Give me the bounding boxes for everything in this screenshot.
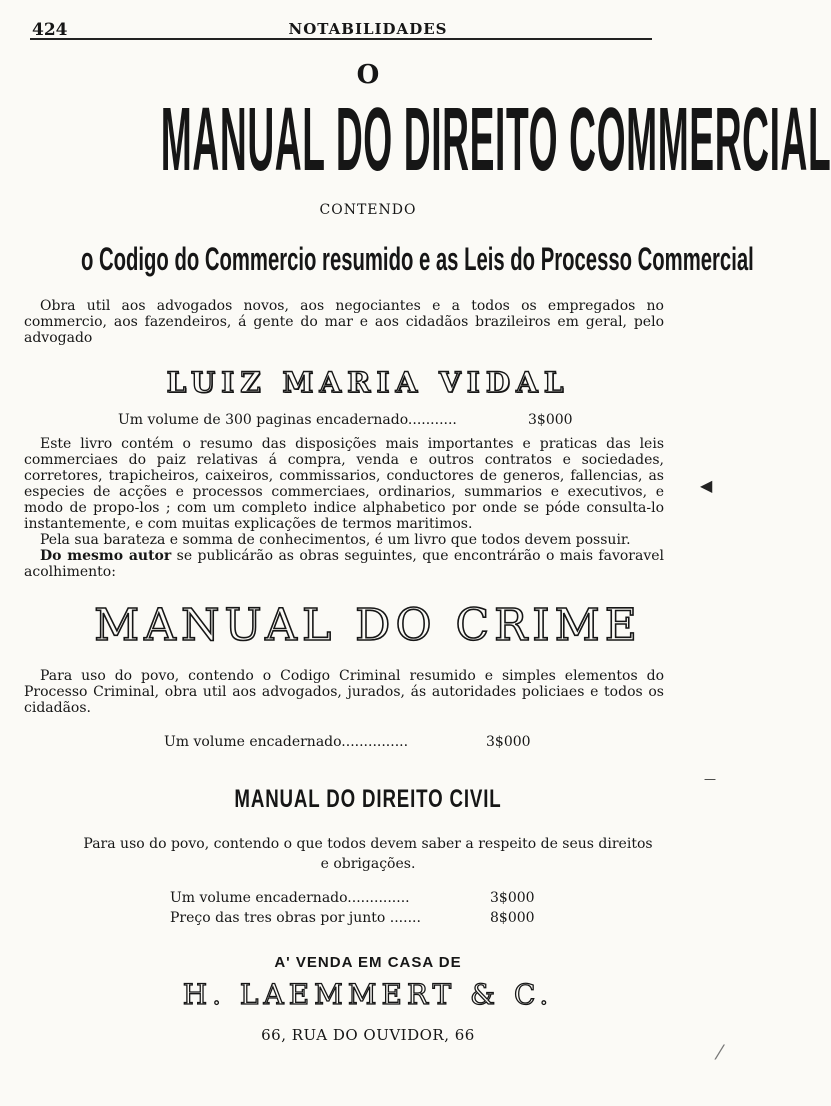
bundle-price-label: Preço das tres obras por junto ....... <box>170 910 421 926</box>
bundle-price: 8$000 <box>490 910 535 926</box>
sale-note: A' VENDA EM CASA DE <box>274 954 462 971</box>
commercial-description-text: Obra util aos advogados novos, aos negociantes e a todos os empregados no commercio, aos fazendeiros, á gente do mar e aos cidadãos brazileiros em geral, pelo advogado <box>24 298 664 346</box>
main-title: MANUAL DO DIREITO COMMERCIAL <box>160 90 831 191</box>
subtitle: o Codigo do Commercio resumido e as Leis do Processo Commercial <box>80 240 754 278</box>
civil-description-line2: e obrigações. <box>320 856 416 872</box>
commercial-description <box>24 298 664 346</box>
title-article: O <box>356 60 380 90</box>
crime-volume-label: Um volume encadernado............... <box>164 734 409 750</box>
commercial-body-text: Este livro contém o resumo das disposições mais importantes e praticas das leis commerciaes do paiz relativas á compra, venda e outros contratos e sociedades, corretores, trapicheiros, caixeiros, commissarios, conductores de generos, fallencias, as especies de acções e processos commerciaes, ordinarios, summarios e executivos, e modo de propo-los ; com um completo indice alphabetico por onde se póde consulta-lo instantemente, e com muitas explicações de termos maritimos. <box>24 436 664 532</box>
author-name: LUIZ MARIA VIDAL <box>166 366 570 399</box>
margin-dash-icon: — <box>704 772 716 786</box>
same-author-rest: se publicárão as obras seguintes, que encontrárão o mais favoravel acolhimento: <box>24 548 665 580</box>
margin-smudge-icon: ⁄ <box>718 1040 722 1064</box>
page-number: 424 <box>32 20 68 40</box>
publisher-address: 66, RUA DO OUVIDOR, 66 <box>261 1026 475 1044</box>
commercial-volume-label: Um volume de 300 paginas encadernado........... <box>118 412 457 428</box>
commercial-volume-price: 3$000 <box>528 412 573 428</box>
crime-title: MANUAL DO CRIME <box>94 600 642 651</box>
civil-volume-label: Um volume encadernado.............. <box>170 890 410 906</box>
crime-description-text: Para uso do povo, contendo o Codigo Criminal resumido e simples elementos do Processo Criminal, obra util aos advogados, jurados, ás autoridades policiaes e todos os cidadãos. <box>24 668 664 716</box>
commercial-body <box>24 436 664 580</box>
contendo-label: CONTENDO <box>319 202 417 218</box>
civil-title: MANUAL DO DIREITO CIVIL <box>234 784 502 813</box>
margin-mark-icon: ◀ <box>700 476 713 495</box>
publisher-name: H. LAEMMERT & C. <box>182 978 554 1011</box>
crime-volume-price: 3$000 <box>486 734 531 750</box>
same-author-bold: Do mesmo autor <box>40 548 172 564</box>
running-title: NOTABILIDADES <box>288 20 448 38</box>
crime-description <box>24 668 664 716</box>
header-rule <box>30 38 652 40</box>
same-author-note <box>24 548 664 580</box>
civil-volume-price: 3$000 <box>490 890 535 906</box>
civil-description-line1: Para uso do povo, contendo o que todos devem saber a respeito de seus direitos <box>83 836 653 852</box>
commercial-body-text-2: Pela sua barateza e somma de conhecimentos, é um livro que todos devem possuir. <box>40 532 631 548</box>
